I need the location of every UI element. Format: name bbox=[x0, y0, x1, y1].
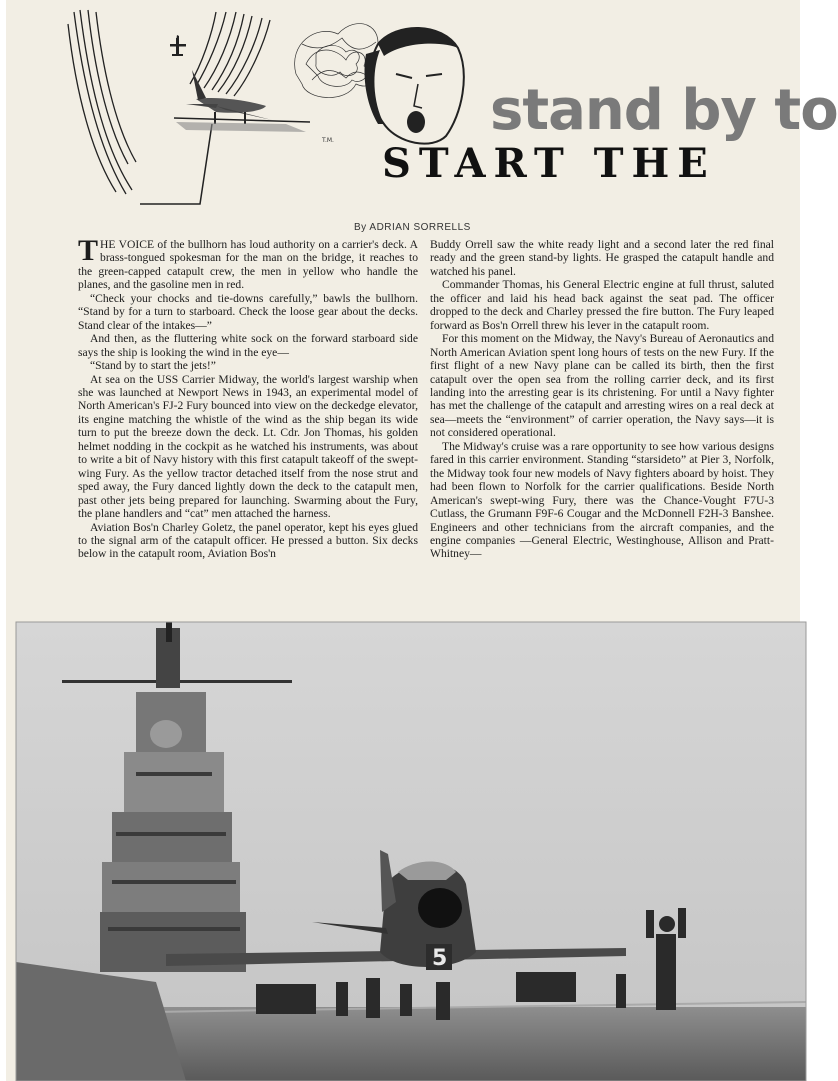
paragraph: Buddy Orrell saw the white ready light and a second later the red final ready and the green stand-by lights. He grasped the catapult handle and watched his panel. bbox=[430, 238, 774, 278]
paragraph bbox=[78, 234, 418, 292]
paragraph: At sea on the USS Carrier Midway, the world's largest warship when she was launched at Newport News in 1943, an experimental model of North American's FJ-2 Fury bounced into view on the deckedge elevator, its engine matching the whistle of the wind as the ship began its wide turn to put the breeze down the deck. Lt. Cdr. Jon Thomas, his golden helmet nodding in the cockpit as he watched his instruments, was about to write a bit of Navy history with this first catapult takeoff of the swept-wing Fury. As the yellow tractor detached itself from the nose strut and sped away, the Fury danced lightly down the deck to the catapult men, past other jets being prepared for launching. Swarming about the Fury, the plane handlers and “cat” men attached the harness. bbox=[78, 372, 418, 521]
jet-illustration bbox=[174, 70, 310, 132]
paragraph: “Stand by to start the jets!” bbox=[90, 359, 216, 373]
plane-number: 5 bbox=[432, 946, 448, 971]
article-column-right bbox=[430, 238, 774, 561]
paragraph-text: of the bullhorn has loud authority on a carrier's deck. A brass-tongued spokesman for the man on the bridge, it reaches to the green-capped catapult crew, the men in yellow who handle the planes, and the gasoline men in red. bbox=[78, 238, 418, 292]
trademark-label: T.M. bbox=[322, 137, 334, 144]
title-line-2: START THE bbox=[382, 140, 716, 187]
lead-smallcaps: HE VOICE bbox=[100, 238, 155, 251]
dropcap: T bbox=[78, 234, 99, 267]
magazine-page bbox=[6, 0, 838, 1081]
article-column-left bbox=[78, 234, 418, 561]
paragraph: “Check your chocks and tie-downs carefully,” bawls the bullhorn. “Stand by for a turn to starboard. Check the loose gear about the decks. Stand clear of the intakes—” bbox=[78, 291, 418, 332]
paragraph: Commander Thomas, his General Electric engine at full thrust, saluted the officer and laid his head back against the seat pad. The officer dropped to the deck and Charley pressed the fire button. The Fury leaped forward as Bos'n Orrell threw his lever in the catapult room. bbox=[430, 278, 774, 332]
title-line-1: stand by to bbox=[490, 78, 838, 143]
paragraph: For this moment on the Midway, the Navy's Bureau of Aeronautics and North American Aviation spent long hours of tests on the new Fury. If the first flight of a new Navy plane can be called its birth, then the first catapult over the open sea from the rolling carrier deck, and its first landing into the arresting gear is its christening. For until a Navy fighter has met the challenge of the catapult and arresting wires on a real deck at sea—meets the “environment” of carrier operation, the Navy says—it is not considered operational. bbox=[430, 332, 774, 440]
carrier-deck-photo bbox=[16, 622, 806, 1081]
paragraph: The Midway's cruise was a rare opportunity to see how various designs fared in this carrier environment. Standing “starsideto” at Pier 3, Norfolk, the Midway took four new models of Navy fighters aboard by hoist. They had been flown to Norfolk for the carrier qualifications. Beside North American's swept-wing Fury, there was the Chance-Vought F7U-3 Cutlass, the Grumann F9F-6 Cougar and the McDonnell F2H-3 Banshee. Engineers and other technicians from the aircraft companies, and the engine companies —General Electric, Westinghouse, Allison and Pratt-Whitney— bbox=[430, 439, 774, 561]
paragraph: Aviation Bos'n Charley Goletz, the panel operator, kept his eyes glued to the signal arm of the catapult officer. He pressed a button. Six decks below in the catapult room, Aviation Bos'n bbox=[78, 520, 418, 561]
byline: By ADRIAN SORRELLS bbox=[354, 222, 471, 233]
pilot-illustration bbox=[365, 28, 464, 144]
small-plane-icon bbox=[170, 35, 186, 56]
paragraph: And then, as the fluttering white sock on the forward starboard side says the ship is looking the wind in the eye— bbox=[78, 332, 418, 359]
